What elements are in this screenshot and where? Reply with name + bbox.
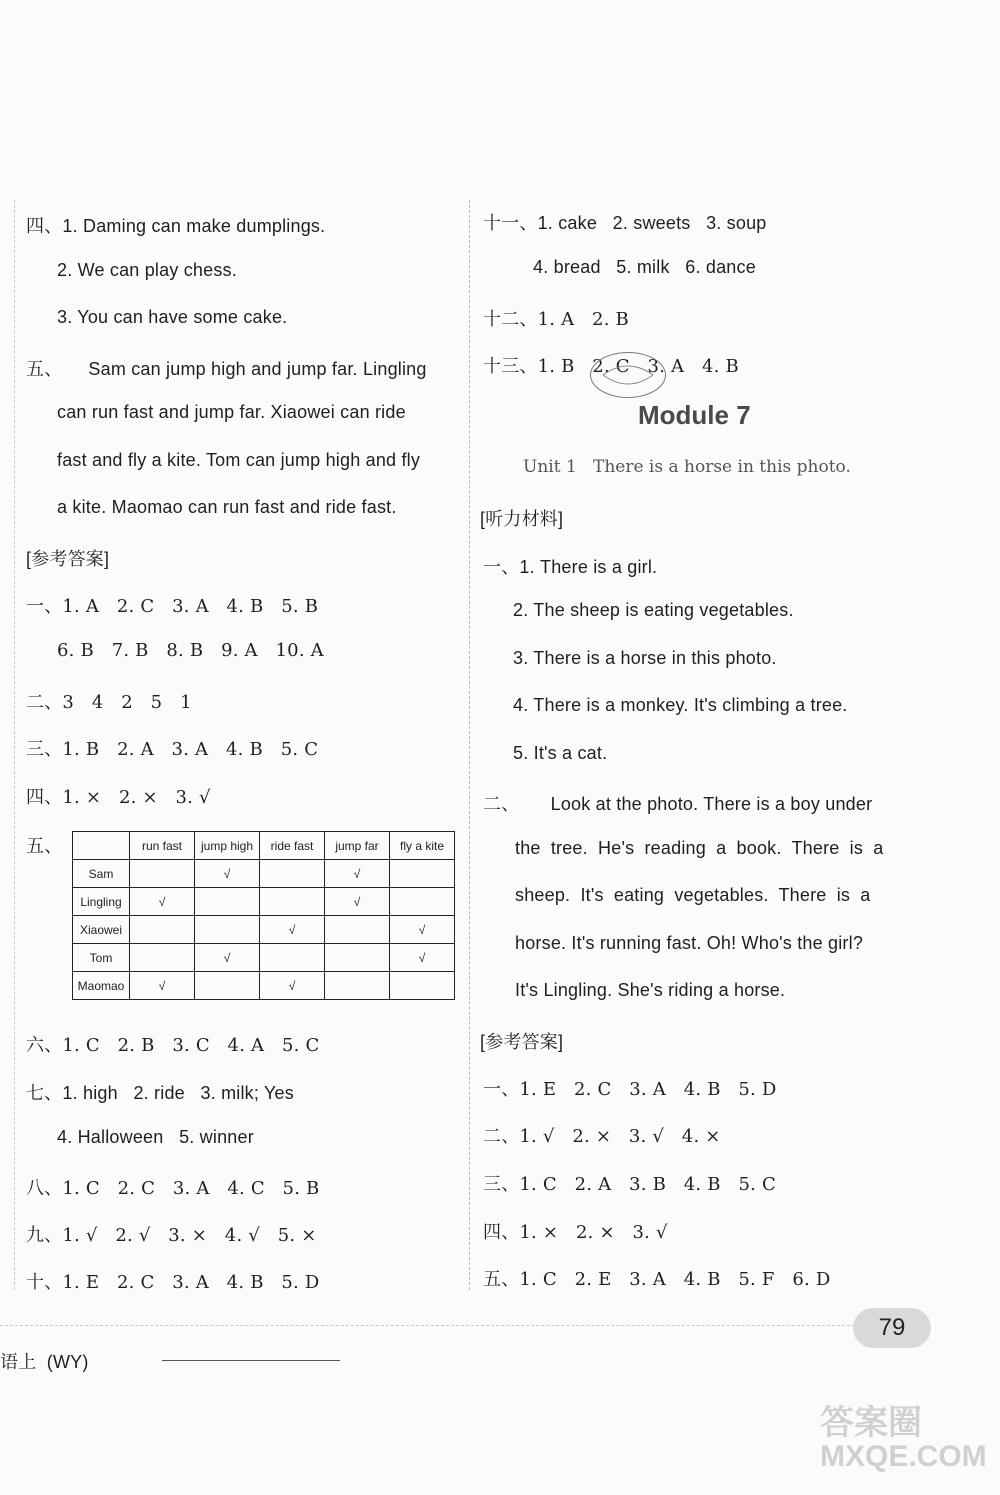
right-reference-heading: [参考答案] (480, 1032, 564, 1052)
table-header-cell: ride fast (260, 832, 325, 860)
table-cell (260, 944, 325, 972)
left-answer-9: 4. Halloween 5. winner (57, 1127, 254, 1147)
table-header-row (73, 832, 455, 860)
script-line-5: 5. It's a cat. (513, 743, 608, 763)
right-answer-3: 三、1. C 2. A 3. B 4. B 5. C (483, 1174, 776, 1195)
table-row-name: Xiaowei (73, 916, 130, 944)
passage-line-2: the tree. He's reading a book. There is a (515, 838, 884, 858)
right-line-2: 4. bread 5. milk 6. dance (533, 257, 756, 277)
right-line-4: 十三、1. B 2. C 3. A 4. B (483, 356, 739, 377)
passage-line-1: 二、 Look at the photo. There is a boy under (483, 794, 873, 814)
right-line-3: 十二、1. A 2. B (483, 309, 629, 330)
script-line-3: 3. There is a horse in this photo. (513, 648, 777, 668)
table-cell (260, 888, 325, 916)
table-cell: √ (130, 888, 195, 916)
table-cell (325, 972, 390, 1000)
table-cell (390, 888, 455, 916)
left-answer-4: 三、1. B 2. A 3. A 4. B 5. C (26, 739, 319, 760)
left-margin-line (14, 200, 15, 1290)
table-cell (390, 972, 455, 1000)
table-cell: √ (325, 860, 390, 888)
table-header-cell: jump high (195, 832, 260, 860)
left-answer-8: 七、1. high 2. ride 3. milk; Yes (26, 1083, 294, 1103)
listening-heading: [听力材料] (480, 509, 564, 529)
table-cell (130, 916, 195, 944)
unit-heading: Unit 1 There is a horse in this photo. (523, 457, 851, 477)
left-answer-12: 十、1. E 2. C 3. A 4. B 5. D (26, 1272, 320, 1293)
table-row (73, 916, 455, 944)
left-line-2: 2. We can play chess. (57, 260, 237, 280)
script-line-1: 一、1. There is a girl. (483, 557, 658, 577)
left-answer-11: 九、1. √ 2. √ 3. × 4. √ 5. × (26, 1225, 317, 1246)
left-line-7: a kite. Maomao can run fast and ride fast. (57, 497, 397, 517)
right-answer-1: 一、1. E 2. C 3. A 4. B 5. D (483, 1079, 777, 1100)
table-cell: √ (260, 972, 325, 1000)
table-row (73, 860, 455, 888)
table-cell (130, 944, 195, 972)
footer-underline (162, 1360, 340, 1361)
table-cell: √ (195, 944, 260, 972)
passage-line-5: It's Lingling. She's riding a horse. (515, 980, 786, 1000)
table-cell: √ (390, 944, 455, 972)
script-line-2: 2. The sheep is eating vegetables. (513, 600, 794, 620)
left-answer-5: 四、1. × 2. × 3. √ (26, 787, 211, 808)
table-cell: √ (260, 916, 325, 944)
left-line-5: can run fast and jump far. Xiaowei can ride (57, 402, 406, 422)
table-row (73, 972, 455, 1000)
footer-divider (0, 1325, 880, 1326)
ink-stamp (590, 352, 666, 398)
left-answer-3: 二、3 4 2 5 1 (26, 692, 192, 713)
stamp-mark-icon (591, 353, 665, 397)
left-answer-7: 六、1. C 2. B 3. C 4. A 5. C (26, 1035, 320, 1056)
table-cell: √ (195, 860, 260, 888)
passage-line-3: sheep. It's eating vegetables. There is a (515, 885, 871, 905)
left-answer-1: 一、1. A 2. C 3. A 4. B 5. B (26, 596, 319, 617)
left-answer-10: 八、1. C 2. C 3. A 4. C 5. B (26, 1178, 320, 1199)
footer-subject: 语上 (WY) (0, 1352, 89, 1372)
table-row-name: Lingling (73, 888, 130, 916)
table-cell (195, 888, 260, 916)
passage-line-4: horse. It's running fast. Oh! Who's the girl? (515, 933, 864, 953)
page-number: 79 (853, 1308, 931, 1348)
table-cell (195, 916, 260, 944)
left-line-4: 五、 Sam can jump high and jump far. Lingling (26, 359, 427, 379)
table-cell (130, 860, 195, 888)
table-row-name: Maomao (73, 972, 130, 1000)
table-row (73, 888, 455, 916)
right-line-1: 十一、1. cake 2. sweets 3. soup (483, 213, 767, 233)
table-header-cell: jump far (325, 832, 390, 860)
table-cell: √ (325, 888, 390, 916)
ability-table (72, 831, 455, 1000)
table-header-cell: run fast (130, 832, 195, 860)
table-cell (260, 860, 325, 888)
table-cell (195, 972, 260, 1000)
table-cell: √ (130, 972, 195, 1000)
table-cell (325, 916, 390, 944)
watermark-logo: 答案圈 (820, 1404, 922, 1442)
table-row-name: Tom (73, 944, 130, 972)
left-line-1: 四、1. Daming can make dumplings. (26, 216, 326, 236)
right-answer-5: 五、1. C 2. E 3. A 4. B 5. F 6. D (483, 1269, 831, 1290)
column-divider (469, 200, 470, 1290)
table-corner-cell (73, 832, 130, 860)
watermark-url: MXQE.COM (820, 1440, 987, 1473)
left-reference-heading: [参考答案] (26, 549, 110, 569)
script-line-4: 4. There is a monkey. It's climbing a tree. (513, 695, 848, 715)
left-answer-2: 6. B 7. B 8. B 9. A 10. A (57, 640, 324, 661)
left-line-6: fast and fly a kite. Tom can jump high and fly (57, 450, 421, 470)
table-cell (390, 860, 455, 888)
table-cell (325, 944, 390, 972)
table-header-cell: fly a kite (390, 832, 455, 860)
right-answer-4: 四、1. × 2. × 3. √ (483, 1222, 668, 1243)
table-cell: √ (390, 916, 455, 944)
left-answer-6-label: 五、 (26, 836, 63, 856)
right-answer-2: 二、1. √ 2. × 3. √ 4. × (483, 1126, 721, 1147)
module-heading: Module 7 (638, 400, 751, 430)
table-row-name: Sam (73, 860, 130, 888)
left-line-3: 3. You can have some cake. (57, 307, 288, 327)
table-row (73, 944, 455, 972)
